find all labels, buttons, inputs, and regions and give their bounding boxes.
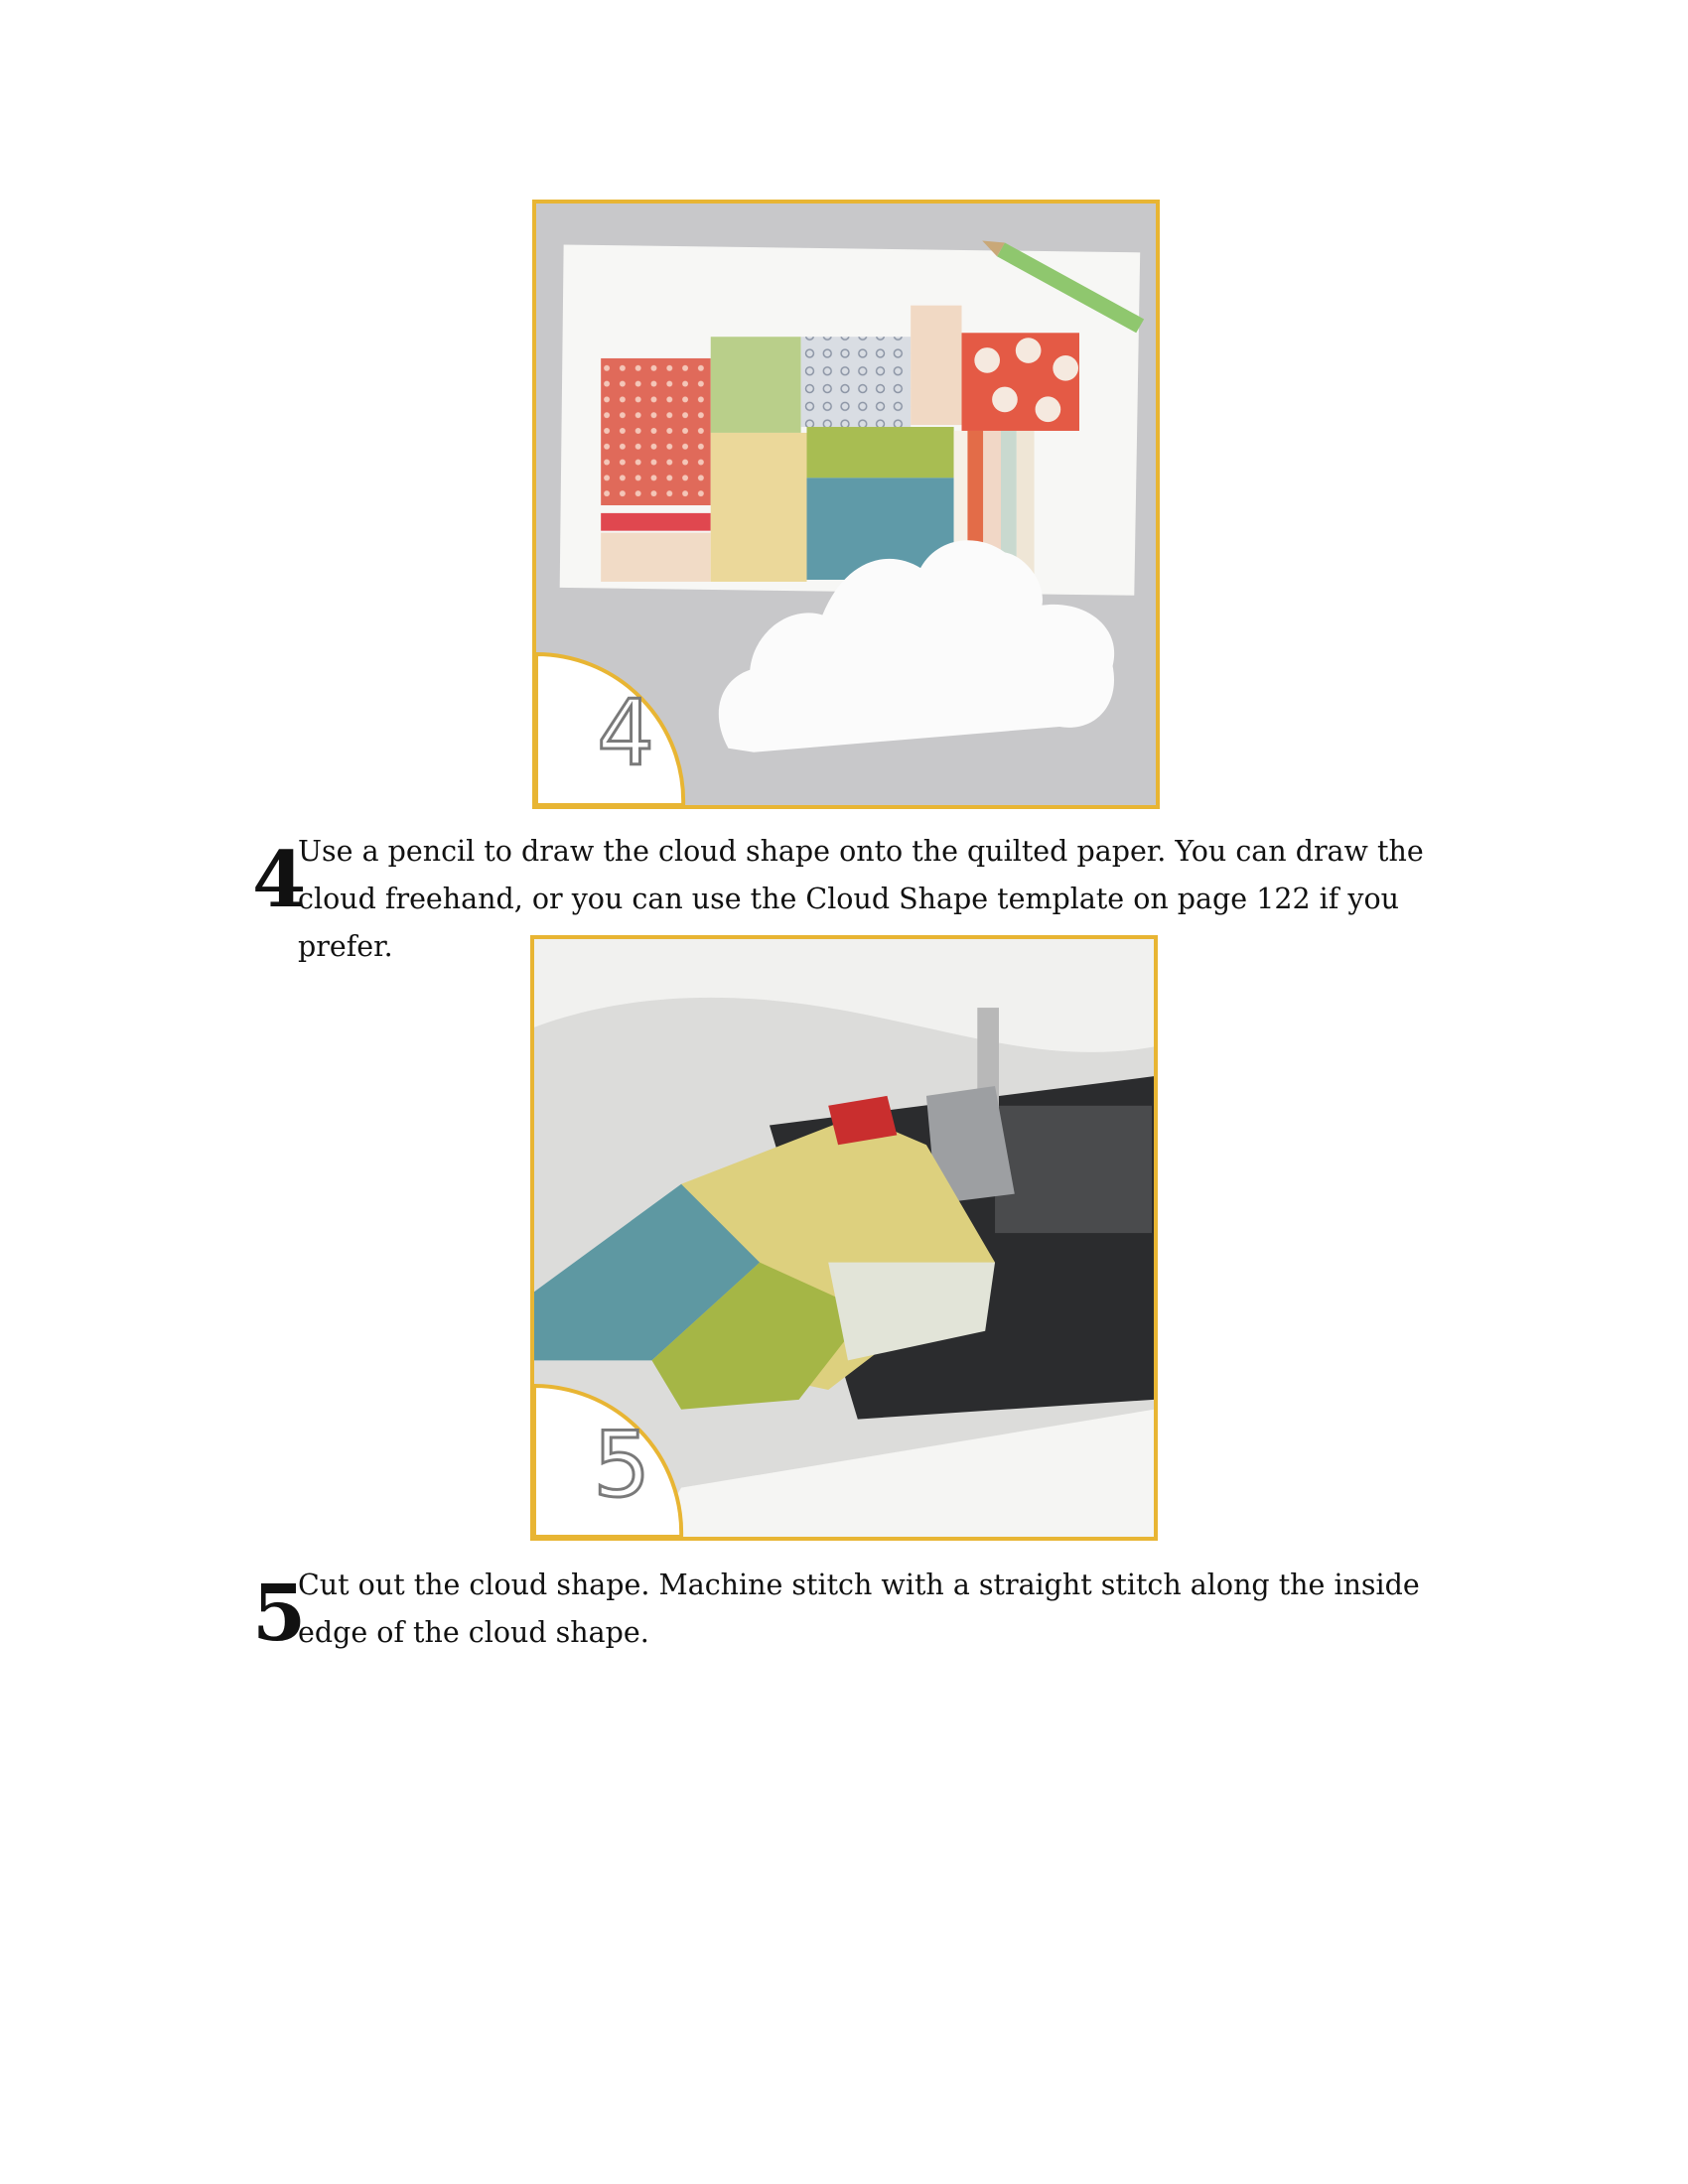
- sewing-machine-illustration: [534, 939, 1154, 1537]
- quilted-paper-illustration: [536, 204, 1156, 805]
- step-number: 5: [252, 1569, 307, 1659]
- step-4-badge: 4: [597, 681, 655, 786]
- step-5-badge: 5: [593, 1413, 651, 1518]
- step-text: Use a pencil to draw the cloud shape onto the quilted paper. You can draw the cloud freehand, or you can use the Cloud Shape template on page 122 if you prefer.: [298, 835, 1424, 963]
- step-number: 4: [252, 835, 307, 925]
- step-text: Cut out the cloud shape. Machine stitch with a straight stitch along the inside edge of the cloud shape.: [298, 1569, 1420, 1649]
- step-4-photo: [532, 200, 1160, 809]
- step-5-photo: [530, 935, 1158, 1541]
